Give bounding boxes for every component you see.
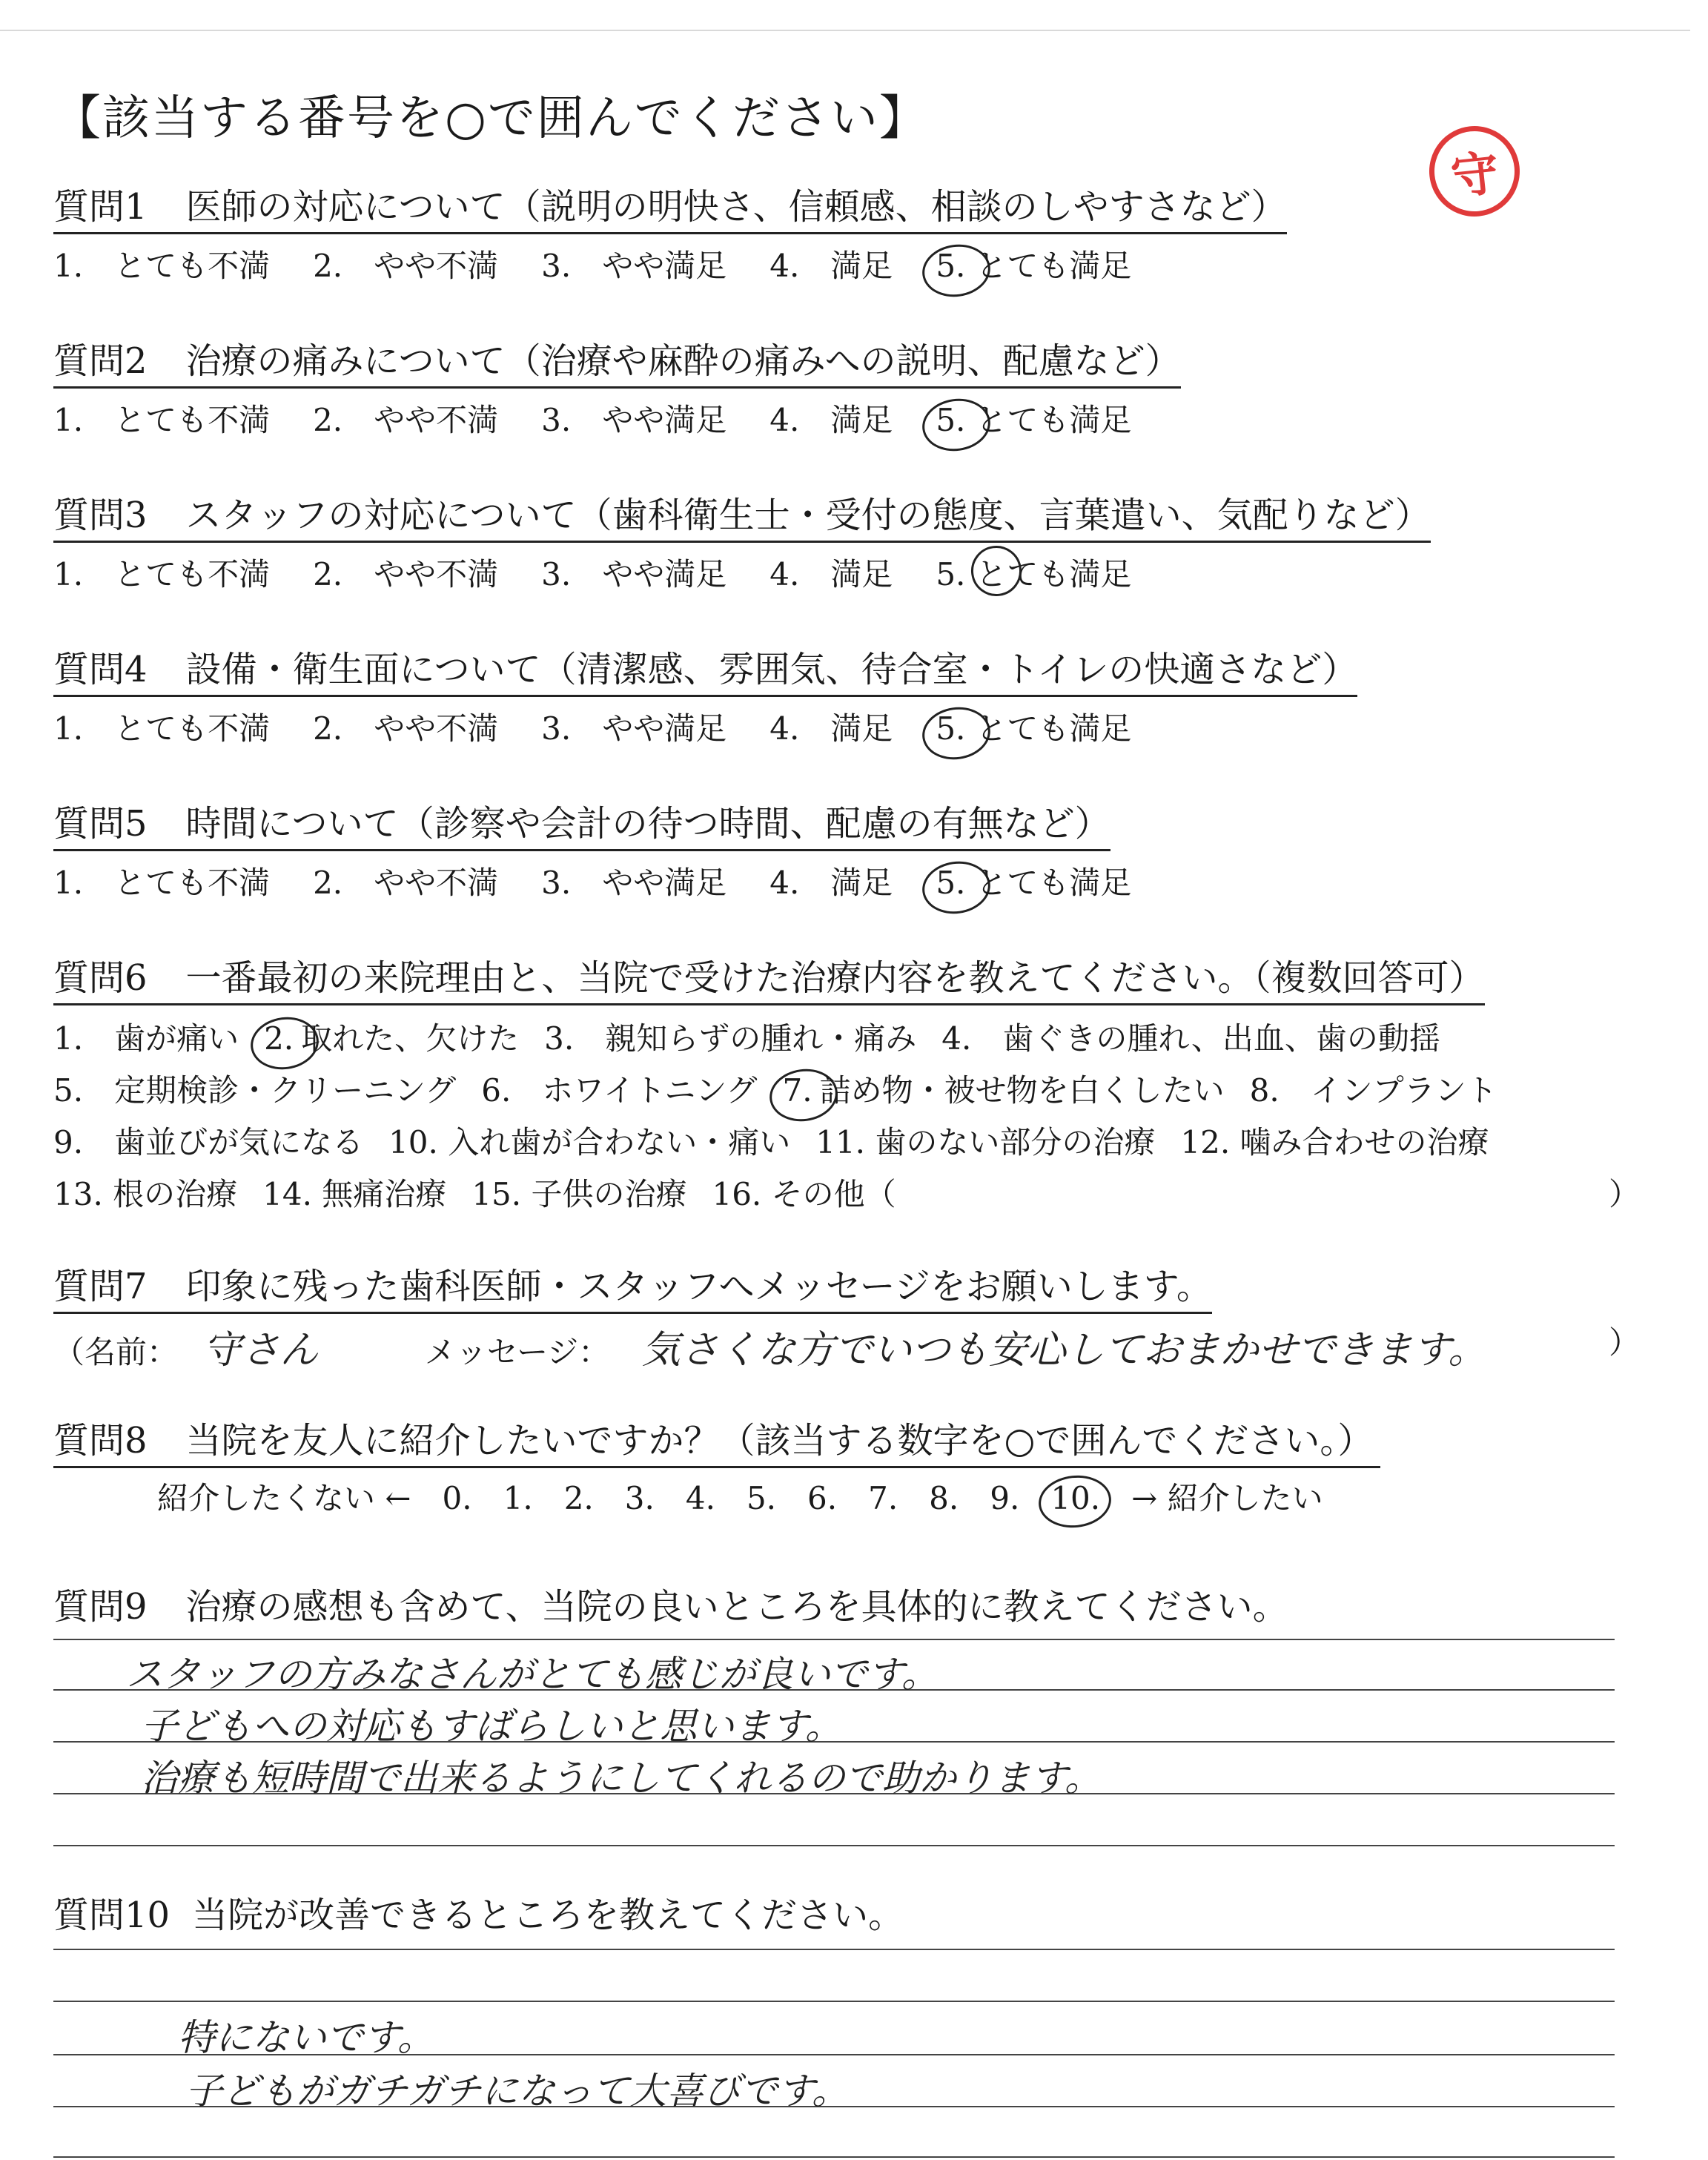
question-6 <box>53 949 1485 1005</box>
q7-message-value[interactable]: 気さくな方でいつも安心しておまかせできます。 <box>641 1328 1487 1373</box>
q6-option-row-4 <box>53 1170 921 1215</box>
q9-answer-line-1[interactable]: スタッフの方みなさんがとても感じが良いです。 <box>126 1653 939 1696</box>
q6-option-9[interactable]: 9. 歯並びが気になる <box>53 1124 364 1160</box>
question-number: 質問6 <box>53 957 148 999</box>
q8-scale-0[interactable]: 0. <box>442 1480 472 1516</box>
question-text: 設備・衛生面について（清潔感、雰囲気、待合室・トイレの快適さなど） <box>185 649 1358 690</box>
q8-high-label: → 紹介したい <box>1131 1480 1323 1516</box>
answer-line <box>53 2001 1615 2002</box>
question-4 <box>53 641 1357 749</box>
q6-option-14[interactable]: 14. 無痛治療 <box>262 1176 447 1212</box>
question-text: 医師の対応について（説明の明快さ、信頼感、相談のしやすさなど） <box>185 186 1287 228</box>
q6-option-11[interactable]: 11. 歯のない部分の治療 <box>815 1124 1156 1160</box>
q6-option-7-circled[interactable]: 7. <box>782 1072 812 1109</box>
page-title: 【該当する番号を○で囲んでください】 <box>53 91 928 146</box>
option-5-label: とても満足 <box>976 402 1132 438</box>
q6-option-8[interactable]: 8. インプラント <box>1249 1072 1497 1109</box>
option-row <box>53 242 1287 286</box>
q8-scale-5[interactable]: 5. <box>746 1480 777 1516</box>
q8-scale <box>157 1474 1354 1519</box>
option-2[interactable]: 2. やや不満 <box>313 402 499 438</box>
option-4[interactable]: 4. 満足 <box>769 402 893 438</box>
option-5-label: とても満足 <box>976 248 1132 284</box>
option-5-label: とても満足 <box>976 710 1132 747</box>
question-heading <box>53 795 1110 851</box>
option-4[interactable]: 4. 満足 <box>769 556 893 592</box>
q6-option-2-label: 取れた、欠けた <box>301 1020 520 1057</box>
q7-message-row <box>53 1318 1625 1374</box>
option-2[interactable]: 2. やや不満 <box>313 248 499 284</box>
option-1[interactable]: 1. とても不満 <box>53 710 271 747</box>
question-heading <box>53 486 1431 543</box>
q6-option-4[interactable]: 4. 歯ぐきの腫れ、出血、歯の動揺 <box>941 1020 1440 1057</box>
option-5-label-circled[interactable]: とても満足 <box>976 550 1131 595</box>
top-rule <box>0 30 1690 31</box>
q6-option-7-label: 詰め物・被せ物を白くしたい <box>819 1072 1225 1109</box>
q8-scale-7[interactable]: 7. <box>868 1480 898 1516</box>
question-1 <box>53 178 1287 286</box>
question-2 <box>53 332 1181 440</box>
question-heading <box>53 949 1485 1005</box>
q7-name-value[interactable]: 守さん <box>202 1328 319 1373</box>
question-number: 質問10 <box>53 1895 171 1936</box>
q8-scale-1[interactable]: 1. <box>503 1480 533 1516</box>
option-row <box>53 550 1431 595</box>
question-heading <box>53 1258 1212 1314</box>
question-text: 当院を友人に紹介したいですか？（該当する数字を○で囲んでください。） <box>185 1420 1374 1462</box>
q8-scale-2[interactable]: 2. <box>563 1480 594 1516</box>
question-number: 質問3 <box>53 495 148 536</box>
q6-option-10[interactable]: 10. 入れ歯が合わない・痛い <box>388 1124 791 1160</box>
question-number: 質問2 <box>53 340 148 382</box>
option-2[interactable]: 2. やや不満 <box>313 556 499 592</box>
question-heading <box>53 1578 1288 1629</box>
answer-line <box>53 1845 1615 1846</box>
answer-line <box>53 1639 1615 1640</box>
q6-option-2-circled[interactable]: 2. <box>264 1020 294 1057</box>
question-heading <box>53 641 1357 697</box>
option-3[interactable]: 3. やや満足 <box>541 710 727 747</box>
q8-scale-10-circled[interactable]: 10. <box>1050 1480 1101 1516</box>
question-text: 当院が改善できるところを教えてください。 <box>192 1895 904 1936</box>
q7-name-label: （名前： <box>53 1334 179 1370</box>
question-7 <box>53 1258 1212 1314</box>
option-3[interactable]: 3. やや満足 <box>541 556 727 592</box>
q9-answer-line-2[interactable]: 子どもへの対応もすばらしいと思います。 <box>141 1705 842 1748</box>
question-text: 印象に残った歯科医師・スタッフへメッセージをお願いします。 <box>185 1266 1212 1307</box>
q6-option-3[interactable]: 3. 親知らずの腫れ・痛み <box>544 1020 917 1057</box>
q6-option-1[interactable]: 1. 歯が痛い <box>53 1020 239 1057</box>
q8-scale-6[interactable]: 6. <box>807 1480 838 1516</box>
question-text: スタッフの対応について（歯科衛生士・受付の態度、言葉遣い、気配りなど） <box>185 495 1431 536</box>
question-8 <box>53 1412 1380 1468</box>
q7-message-label: メッセージ： <box>424 1334 610 1370</box>
q8-scale-3[interactable]: 3. <box>624 1480 655 1516</box>
q6-option-6[interactable]: 6. ホワイトニング <box>481 1072 758 1109</box>
option-1[interactable]: 1. とても不満 <box>53 556 271 592</box>
question-10 <box>53 1886 904 1938</box>
option-row <box>53 396 1181 440</box>
q10-answer-line-1[interactable]: 特にないです。 <box>178 2016 434 2059</box>
option-2[interactable]: 2. やや不満 <box>313 865 499 901</box>
q6-option-5[interactable]: 5. 定期検診・クリーニング <box>53 1072 457 1109</box>
q6-option-row-1 <box>53 1014 1466 1059</box>
q8-scale-9[interactable]: 9. <box>990 1480 1020 1516</box>
option-3[interactable]: 3. やや満足 <box>541 865 727 901</box>
option-5-circled[interactable]: 5. <box>936 248 966 284</box>
question-text: 治療の感想も含めて、当院の良いところを具体的に教えてください。 <box>185 1586 1288 1628</box>
answer-line <box>53 1949 1615 1950</box>
option-4[interactable]: 4. 満足 <box>769 710 893 747</box>
q7-close-paren: ） <box>1609 1324 1641 1361</box>
option-1[interactable]: 1. とても不満 <box>53 248 271 284</box>
q6-option-row-3 <box>53 1118 1515 1163</box>
q8-low-label: 紹介したくない ← <box>157 1480 411 1516</box>
q9-answer-line-3[interactable]: 治療も短時間で出来るようにしてくれるので助かります。 <box>141 1757 1102 1800</box>
option-5-circled[interactable]: 5. <box>936 710 966 747</box>
question-heading <box>53 332 1181 389</box>
question-number: 質問9 <box>53 1586 148 1628</box>
question-heading <box>53 178 1287 234</box>
question-3 <box>53 486 1431 595</box>
question-5 <box>53 795 1174 903</box>
seal-stamp: 守 <box>1425 122 1524 221</box>
q6-option-row-2 <box>53 1066 1523 1111</box>
question-number: 質問7 <box>53 1266 148 1307</box>
question-text: 時間について（診察や会計の待つ時間、配慮の有無など） <box>185 803 1110 845</box>
option-4[interactable]: 4. 満足 <box>769 865 893 901</box>
option-row <box>53 704 1357 749</box>
option-5-circled[interactable]: 5. <box>936 865 966 901</box>
q8-scale-4[interactable]: 4. <box>685 1480 715 1516</box>
q6-other-close-paren: ） <box>1609 1176 1641 1212</box>
option-3[interactable]: 3. やや満足 <box>541 402 727 438</box>
option-5-circled[interactable]: 5. <box>936 402 966 438</box>
question-number: 質問8 <box>53 1420 148 1462</box>
option-3[interactable]: 3. やや満足 <box>541 248 727 284</box>
q6-option-16[interactable]: 16. その他（ <box>712 1176 896 1212</box>
option-row <box>53 859 1174 903</box>
option-1[interactable]: 1. とても不満 <box>53 865 271 901</box>
question-9 <box>53 1578 1288 1629</box>
option-1[interactable]: 1. とても不満 <box>53 402 271 438</box>
q6-option-12[interactable]: 12. 噛み合わせの治療 <box>1180 1124 1489 1160</box>
option-5-label: とても満足 <box>976 865 1132 901</box>
question-heading <box>53 1886 904 1938</box>
q8-scale-8[interactable]: 8. <box>929 1480 959 1516</box>
question-number: 質問1 <box>53 186 148 228</box>
answer-line <box>53 2156 1615 2158</box>
option-4[interactable]: 4. 満足 <box>769 248 893 284</box>
q6-option-13[interactable]: 13. 根の治療 <box>53 1176 238 1212</box>
question-text: 治療の痛みについて（治療や麻酔の痛みへの説明、配慮など） <box>185 340 1181 382</box>
question-number: 質問5 <box>53 803 148 845</box>
q10-answer-line-2[interactable]: 子どもがガチガチになって大喜びです。 <box>185 2070 849 2113</box>
q6-option-15[interactable]: 15. 子供の治療 <box>471 1176 687 1212</box>
question-number: 質問4 <box>53 649 148 690</box>
option-5[interactable]: 5. <box>936 556 966 592</box>
question-heading <box>53 1412 1380 1468</box>
question-text: 一番最初の来院理由と、当院で受けた治療内容を教えてください。（複数回答可） <box>185 957 1485 999</box>
option-2[interactable]: 2. やや不満 <box>313 710 499 747</box>
